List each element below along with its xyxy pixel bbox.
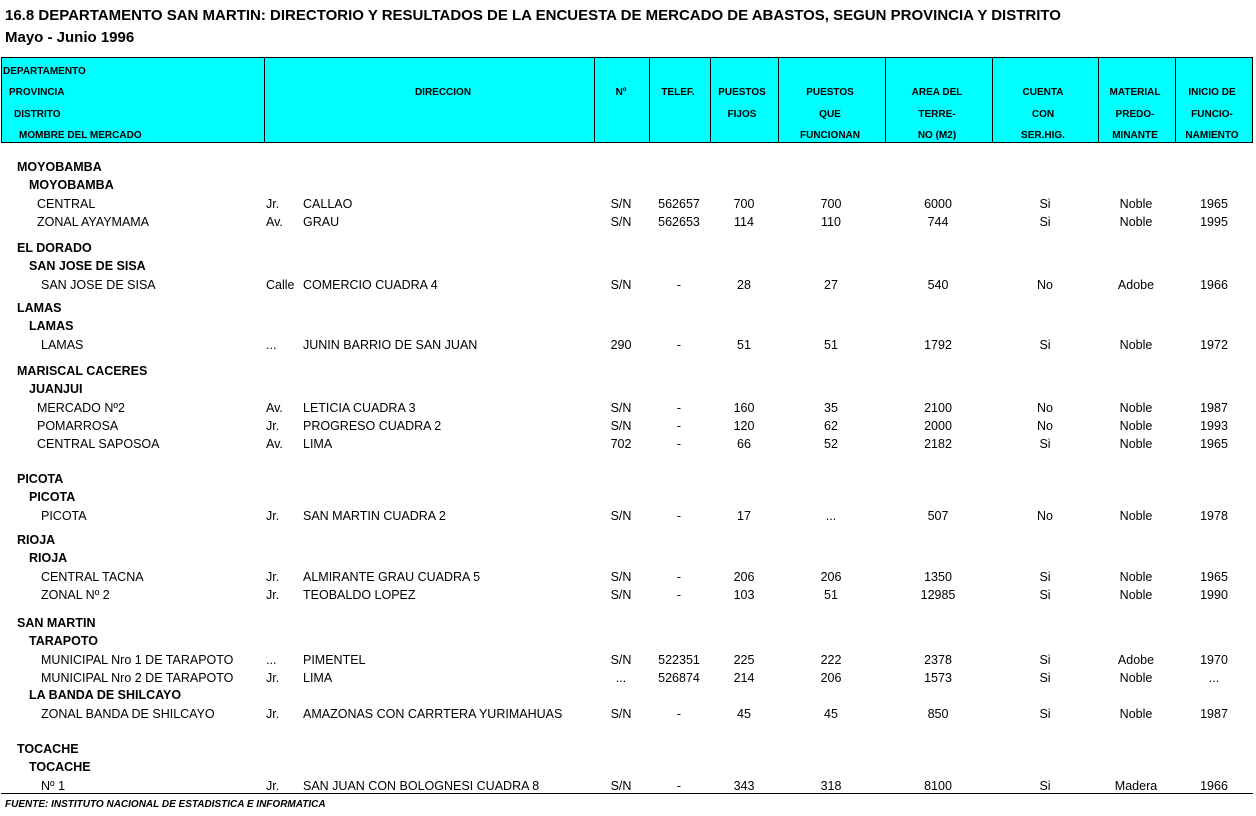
cell-puestos-funcionan: 45 — [824, 707, 838, 721]
cell-puestos-funcionan: 110 — [821, 215, 841, 229]
cell-material: Noble — [1119, 419, 1153, 433]
cell-direccion: ALMIRANTE GRAU CUADRA 5 — [303, 570, 481, 584]
cell-material: Noble — [1119, 509, 1153, 523]
cell-via: Jr. — [266, 671, 280, 685]
cell-telefono: - — [676, 419, 682, 433]
cell-direccion: SAN MARTIN CUADRA 2 — [303, 509, 446, 523]
page-subtitle: Mayo - Junio 1996 — [5, 29, 135, 46]
district-name: MOYOBAMBA — [29, 178, 114, 192]
cell-inicio: 1978 — [1200, 509, 1228, 523]
cell-inicio: 1972 — [1200, 338, 1228, 352]
cell-inicio: 1990 — [1200, 588, 1228, 602]
header-divider — [992, 58, 993, 142]
cell-area: 8100 — [924, 779, 952, 793]
cell-servicios-higienicos: Si — [1039, 588, 1051, 602]
cell-via: Jr. — [266, 419, 280, 433]
header-puestos-fijos: FIJOS — [727, 109, 757, 120]
table-row — [0, 338, 1256, 355]
header-area: TERRE- — [918, 109, 956, 120]
cell-numero: S/N — [610, 509, 632, 523]
header-inicio: INICIO DE — [1188, 87, 1236, 98]
header-numero: Nº — [615, 87, 627, 98]
header-material: MINANTE — [1112, 130, 1158, 141]
header-distrito: DISTRITO — [14, 109, 61, 120]
cell-area: 507 — [927, 509, 949, 523]
table-row — [0, 215, 1256, 232]
cell-servicios-higienicos: Si — [1039, 570, 1051, 584]
cell-numero: S/N — [610, 779, 632, 793]
cell-direccion: COMERCIO CUADRA 4 — [303, 278, 438, 292]
cell-via: ... — [266, 653, 277, 667]
cell-numero: S/N — [610, 197, 632, 211]
province-name: TOCACHE — [17, 742, 79, 756]
cell-puestos-funcionan: 51 — [824, 338, 838, 352]
cell-direccion: GRAU — [303, 215, 340, 229]
cell-via: Calle — [266, 278, 295, 292]
header-puestos-funcionan: FUNCIONAN — [800, 130, 860, 141]
cell-via: Jr. — [266, 588, 280, 602]
cell-servicios-higienicos: Si — [1039, 707, 1051, 721]
cell-servicios-higienicos: Si — [1039, 653, 1051, 667]
header-inicio: FUNCIO- — [1191, 109, 1233, 120]
cell-puestos-funcionan: ... — [825, 509, 837, 523]
table-row — [0, 197, 1256, 214]
cell-puestos-funcionan: 35 — [824, 401, 838, 415]
cell-material: Noble — [1119, 215, 1153, 229]
header-puestos-funcionan: PUESTOS — [806, 87, 854, 98]
cell-inicio: ... — [1208, 671, 1220, 685]
cell-material: Noble — [1119, 671, 1153, 685]
cell-via: Jr. — [266, 197, 280, 211]
header-puestos-funcionan: QUE — [819, 109, 841, 120]
cell-market-name: MERCADO Nº2 — [37, 401, 125, 415]
header-servicios-higienicos: CON — [1031, 109, 1055, 120]
header-divider — [885, 58, 886, 142]
cell-area: 744 — [927, 215, 949, 229]
header-divider — [710, 58, 711, 142]
cell-via: ... — [266, 338, 277, 352]
cell-area: 1792 — [924, 338, 952, 352]
cell-telefono: - — [676, 278, 682, 292]
cell-servicios-higienicos: Si — [1039, 338, 1051, 352]
header-area: AREA DEL — [911, 87, 963, 98]
header-direccion: DIRECCION — [414, 87, 472, 98]
cell-puestos-fijos: 120 — [733, 419, 755, 433]
cell-inicio: 1965 — [1200, 197, 1228, 211]
cell-inicio: 1993 — [1200, 419, 1228, 433]
cell-material: Adobe — [1117, 653, 1155, 667]
cell-telefono: - — [676, 588, 682, 602]
cell-numero: S/N — [610, 278, 632, 292]
cell-direccion: LIMA — [303, 671, 333, 685]
cell-direccion: LIMA — [303, 437, 333, 451]
cell-telefono: - — [676, 779, 682, 793]
cell-puestos-fijos: 103 — [733, 588, 755, 602]
table-row — [0, 570, 1256, 587]
cell-direccion: CALLAO — [303, 197, 353, 211]
cell-telefono: 522351 — [658, 653, 700, 667]
table-row — [0, 707, 1256, 724]
cell-puestos-fijos: 66 — [737, 437, 751, 451]
header-divider — [778, 58, 779, 142]
cell-servicios-higienicos: No — [1037, 419, 1053, 433]
header-inicio: NAMIENTO — [1185, 130, 1239, 141]
cell-servicios-higienicos: Si — [1039, 779, 1051, 793]
cell-material: Noble — [1119, 437, 1153, 451]
header-servicios-higienicos: CUENTA — [1022, 87, 1064, 98]
cell-area: 540 — [927, 278, 949, 292]
cell-puestos-fijos: 700 — [733, 197, 755, 211]
cell-inicio: 1965 — [1200, 570, 1228, 584]
cell-servicios-higienicos: No — [1037, 278, 1053, 292]
header-divider — [1175, 58, 1176, 142]
cell-direccion: JUNIN BARRIO DE SAN JUAN — [303, 338, 478, 352]
cell-area: 2378 — [924, 653, 952, 667]
header-material: PREDO- — [1115, 109, 1155, 120]
cell-market-name: POMARROSA — [37, 419, 119, 433]
cell-direccion: AMAZONAS CON CARRTERA YURIMAHUAS — [303, 707, 563, 721]
cell-via: Jr. — [266, 509, 280, 523]
cell-puestos-funcionan: 318 — [820, 779, 842, 793]
header-nombre-mercado: MOMBRE DEL MERCADO — [19, 130, 142, 141]
cell-puestos-fijos: 343 — [733, 779, 755, 793]
cell-servicios-higienicos: Si — [1039, 437, 1051, 451]
cell-market-name: Nº 1 — [41, 779, 66, 793]
cell-via: Jr. — [266, 779, 280, 793]
cell-telefono: - — [676, 338, 682, 352]
table-header — [1, 57, 1253, 143]
table-row — [0, 588, 1256, 605]
cell-numero: S/N — [610, 588, 632, 602]
cell-direccion: LETICIA CUADRA 3 — [303, 401, 416, 415]
table-row — [0, 401, 1256, 418]
cell-puestos-funcionan: 222 — [820, 653, 842, 667]
cell-via: Jr. — [266, 707, 280, 721]
cell-market-name: CENTRAL SAPOSOA — [37, 437, 160, 451]
cell-servicios-higienicos: Si — [1039, 215, 1051, 229]
header-divider — [649, 58, 650, 142]
cell-puestos-funcionan: 700 — [820, 197, 842, 211]
table-row — [0, 437, 1256, 454]
cell-material: Noble — [1119, 197, 1153, 211]
cell-inicio: 1995 — [1200, 215, 1228, 229]
cell-market-name: MUNICIPAL Nro 2 DE TARAPOTO — [41, 671, 234, 685]
cell-puestos-funcionan: 51 — [824, 588, 838, 602]
header-puestos-fijos: PUESTOS — [718, 87, 766, 98]
header-telefono: TELEF. — [661, 87, 695, 98]
cell-area: 12985 — [920, 588, 956, 602]
header-divider — [1098, 58, 1099, 142]
cell-telefono: 562657 — [658, 197, 700, 211]
cell-area: 6000 — [924, 197, 952, 211]
cell-area: 2182 — [924, 437, 952, 451]
cell-material: Adobe — [1117, 278, 1155, 292]
cell-area: 2000 — [924, 419, 952, 433]
cell-inicio: 1987 — [1200, 707, 1228, 721]
cell-numero: ... — [615, 671, 627, 685]
cell-telefono: - — [676, 707, 682, 721]
district-name: RIOJA — [29, 551, 68, 565]
cell-telefono: - — [676, 570, 682, 584]
cell-puestos-funcionan: 52 — [824, 437, 838, 451]
province-name: EL DORADO — [17, 241, 92, 255]
cell-puestos-fijos: 17 — [737, 509, 751, 523]
district-name: TOCACHE — [29, 760, 91, 774]
cell-numero: 290 — [610, 338, 632, 352]
header-departamento: DEPARTAMENTO — [3, 66, 86, 77]
cell-market-name: MUNICIPAL Nro 1 DE TARAPOTO — [41, 653, 234, 667]
cell-inicio: 1987 — [1200, 401, 1228, 415]
cell-direccion: PIMENTEL — [303, 653, 366, 667]
province-name: RIOJA — [17, 533, 56, 547]
header-provincia: PROVINCIA — [9, 87, 65, 98]
page-title: 16.8 DEPARTAMENTO SAN MARTIN: DIRECTORIO Y RESULTADOS DE LA ENCUESTA DE MERCADO DE ABASTOS, SEGUN PROVINCIA Y DISTRITO — [5, 7, 1061, 24]
cell-via: Jr. — [266, 570, 280, 584]
province-name: SAN MARTIN — [17, 616, 96, 630]
cell-puestos-funcionan: 206 — [820, 570, 842, 584]
cell-market-name: PICOTA — [41, 509, 87, 523]
table-row — [0, 671, 1256, 688]
cell-market-name: ZONAL Nº 2 — [41, 588, 110, 602]
cell-market-name: CENTRAL — [37, 197, 96, 211]
table-bottom-rule — [1, 793, 1253, 794]
cell-numero: S/N — [610, 401, 632, 415]
district-name: JUANJUI — [29, 382, 83, 396]
cell-market-name: ZONAL BANDA DE SHILCAYO — [41, 707, 215, 721]
province-name: MARISCAL CACERES — [17, 364, 148, 378]
cell-puestos-fijos: 28 — [737, 278, 751, 292]
cell-puestos-fijos: 45 — [737, 707, 751, 721]
cell-puestos-fijos: 51 — [737, 338, 751, 352]
cell-puestos-fijos: 206 — [733, 570, 755, 584]
cell-inicio: 1966 — [1200, 278, 1228, 292]
source-note: FUENTE: INSTITUTO NACIONAL DE ESTADISTICA E INFORMATICA — [5, 799, 326, 810]
cell-puestos-fijos: 114 — [734, 215, 754, 229]
cell-telefono: 562653 — [658, 215, 700, 229]
cell-area: 850 — [927, 707, 949, 721]
cell-telefono: - — [676, 509, 682, 523]
table-row — [0, 278, 1256, 295]
cell-material: Noble — [1119, 570, 1153, 584]
header-divider — [264, 58, 265, 142]
province-name: MOYOBAMBA — [17, 160, 102, 174]
cell-market-name: CENTRAL TACNA — [41, 570, 144, 584]
table-row — [0, 653, 1256, 670]
header-divider — [594, 58, 595, 142]
cell-servicios-higienicos: No — [1037, 401, 1053, 415]
province-name: LAMAS — [17, 301, 62, 315]
cell-puestos-fijos: 214 — [733, 671, 755, 685]
cell-material: Noble — [1119, 401, 1153, 415]
header-servicios-higienicos: SER.HIG. — [1021, 130, 1065, 141]
district-name: PICOTA — [29, 490, 76, 504]
district-name: TARAPOTO — [29, 634, 98, 648]
cell-puestos-funcionan: 27 — [824, 278, 838, 292]
cell-telefono: - — [676, 437, 682, 451]
cell-telefono: - — [676, 401, 682, 415]
table-row — [0, 509, 1256, 526]
header-area: NO (M2) — [917, 130, 957, 141]
cell-puestos-fijos: 160 — [733, 401, 755, 415]
cell-area: 2100 — [924, 401, 952, 415]
cell-direccion: PROGRESO CUADRA 2 — [303, 419, 442, 433]
cell-via: Av. — [266, 401, 283, 415]
header-material: MATERIAL — [1109, 87, 1161, 98]
cell-numero: S/N — [610, 653, 632, 667]
cell-numero: 702 — [610, 437, 632, 451]
cell-inicio: 1965 — [1200, 437, 1228, 451]
cell-servicios-higienicos: No — [1037, 509, 1053, 523]
cell-market-name: SAN JOSE DE SISA — [41, 278, 156, 292]
cell-numero: S/N — [610, 419, 632, 433]
cell-servicios-higienicos: Si — [1039, 197, 1051, 211]
cell-material: Noble — [1119, 338, 1153, 352]
cell-puestos-funcionan: 206 — [820, 671, 842, 685]
cell-inicio: 1966 — [1200, 779, 1228, 793]
table-row — [0, 419, 1256, 436]
cell-material: Noble — [1119, 707, 1153, 721]
cell-material: Noble — [1119, 588, 1153, 602]
cell-market-name: ZONAL AYAYMAMA — [37, 215, 150, 229]
cell-servicios-higienicos: Si — [1039, 671, 1051, 685]
cell-puestos-funcionan: 62 — [824, 419, 838, 433]
cell-numero: S/N — [610, 570, 632, 584]
cell-puestos-fijos: 225 — [733, 653, 755, 667]
cell-market-name: LAMAS — [41, 338, 84, 352]
cell-area: 1573 — [924, 671, 952, 685]
cell-numero: S/N — [610, 215, 632, 229]
cell-numero: S/N — [610, 707, 632, 721]
province-name: PICOTA — [17, 472, 64, 486]
cell-direccion: SAN JUAN CON BOLOGNESI CUADRA 8 — [303, 779, 540, 793]
district-name: LA BANDA DE SHILCAYO — [29, 688, 182, 702]
cell-inicio: 1970 — [1200, 653, 1228, 667]
district-name: SAN JOSE DE SISA — [29, 259, 146, 273]
cell-area: 1350 — [924, 570, 952, 584]
cell-via: Av. — [266, 215, 283, 229]
cell-material: Madera — [1114, 779, 1158, 793]
cell-telefono: 526874 — [658, 671, 700, 685]
district-name: LAMAS — [29, 319, 74, 333]
cell-via: Av. — [266, 437, 283, 451]
cell-direccion: TEOBALDO LOPEZ — [303, 588, 416, 602]
